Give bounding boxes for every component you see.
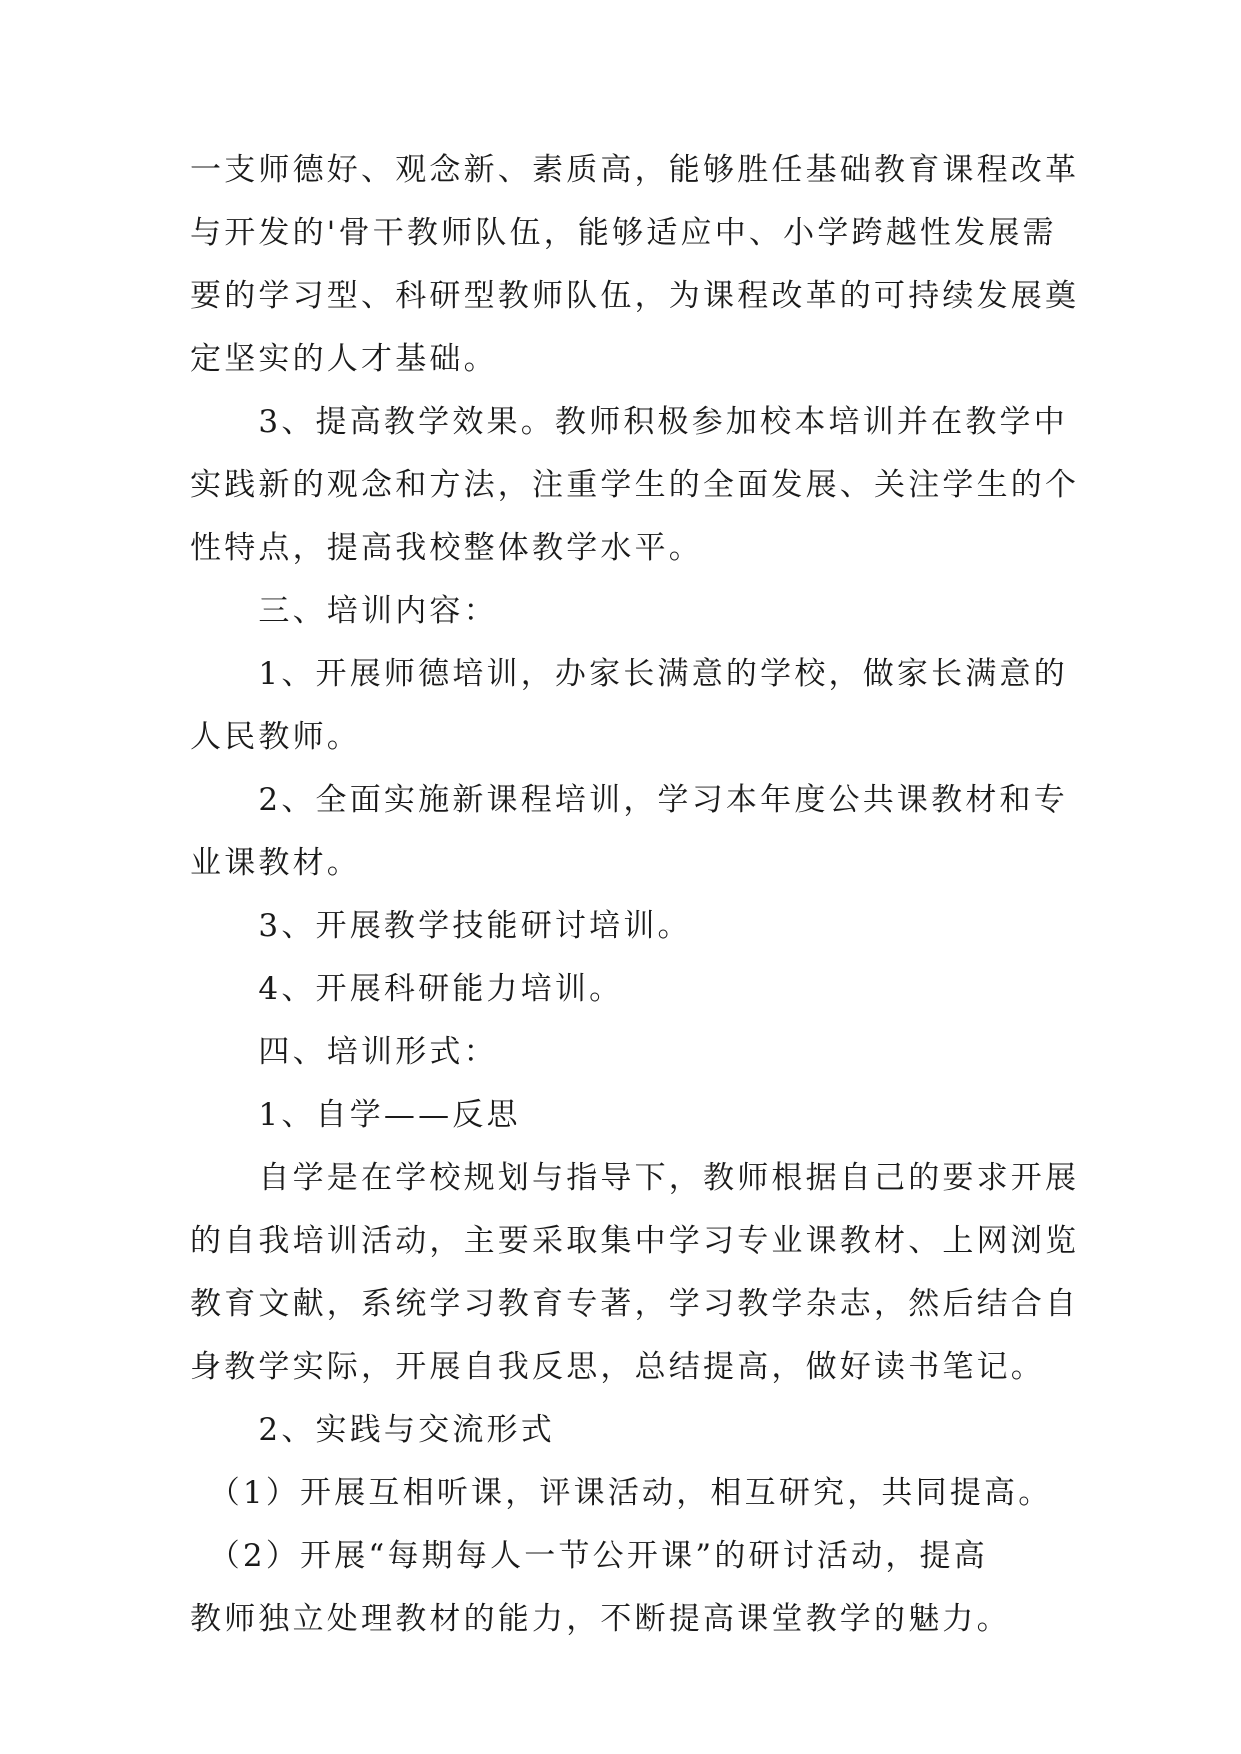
text-line: 要的学习型、科研型教师队伍，为课程改革的可持续发展奠 [190,278,1080,314]
text-line: 3、开展教学技能研讨培训。 [190,908,692,944]
text-line: 4、开展科研能力培训。 [190,971,624,1007]
section-heading: 三、培训内容： [190,593,498,629]
text-line: 性特点，提高我校整体教学水平。 [190,530,703,566]
text-line: 1、开展师德培训，办家长满意的学校，做家长满意的 [190,656,1068,692]
text-line: 教育文献，系统学习教育专著，学习教学杂志，然后结合自 [190,1286,1080,1322]
text-line: （1）开展互相听课，评课活动，相互研究，共同提高。 [190,1475,1053,1511]
section-heading: 四、培训形式： [190,1034,498,1070]
text-line: 实践新的观念和方法，注重学生的全面发展、关注学生的个 [190,467,1080,503]
text-line: 定坚实的人才基础。 [190,341,498,377]
text-line: （2）开展“每期每人一节公开课”的研讨活动，提高 [190,1538,988,1574]
text-line: 业课教材。 [190,845,361,881]
text-line: 3、提高教学效果。教师积极参加校本培训并在教学中 [190,404,1068,440]
text-line: 一支师德好、观念新、素质高，能够胜任基础教育课程改革 [190,152,1080,188]
text-line: 教师独立处理教材的能力，不断提高课堂教学的魅力。 [190,1601,1011,1637]
text-line: 的自我培训活动，主要采取集中学习专业课教材、上网浏览 [190,1223,1080,1259]
text-line: 自学是在学校规划与指导下，教师根据自己的要求开展 [190,1160,1080,1196]
text-line: 身教学实际，开展自我反思，总结提高，做好读书笔记。 [190,1349,1045,1385]
text-line: 2、全面实施新课程培训，学习本年度公共课教材和专 [190,782,1068,818]
text-line: 人民教师。 [190,719,361,755]
text-line: 与开发的'骨干教师队伍，能够适应中、小学跨越性发展需 [190,215,1057,251]
text-line: 1、自学——反思 [190,1097,521,1133]
text-line: 2、实践与交流形式 [190,1412,555,1448]
